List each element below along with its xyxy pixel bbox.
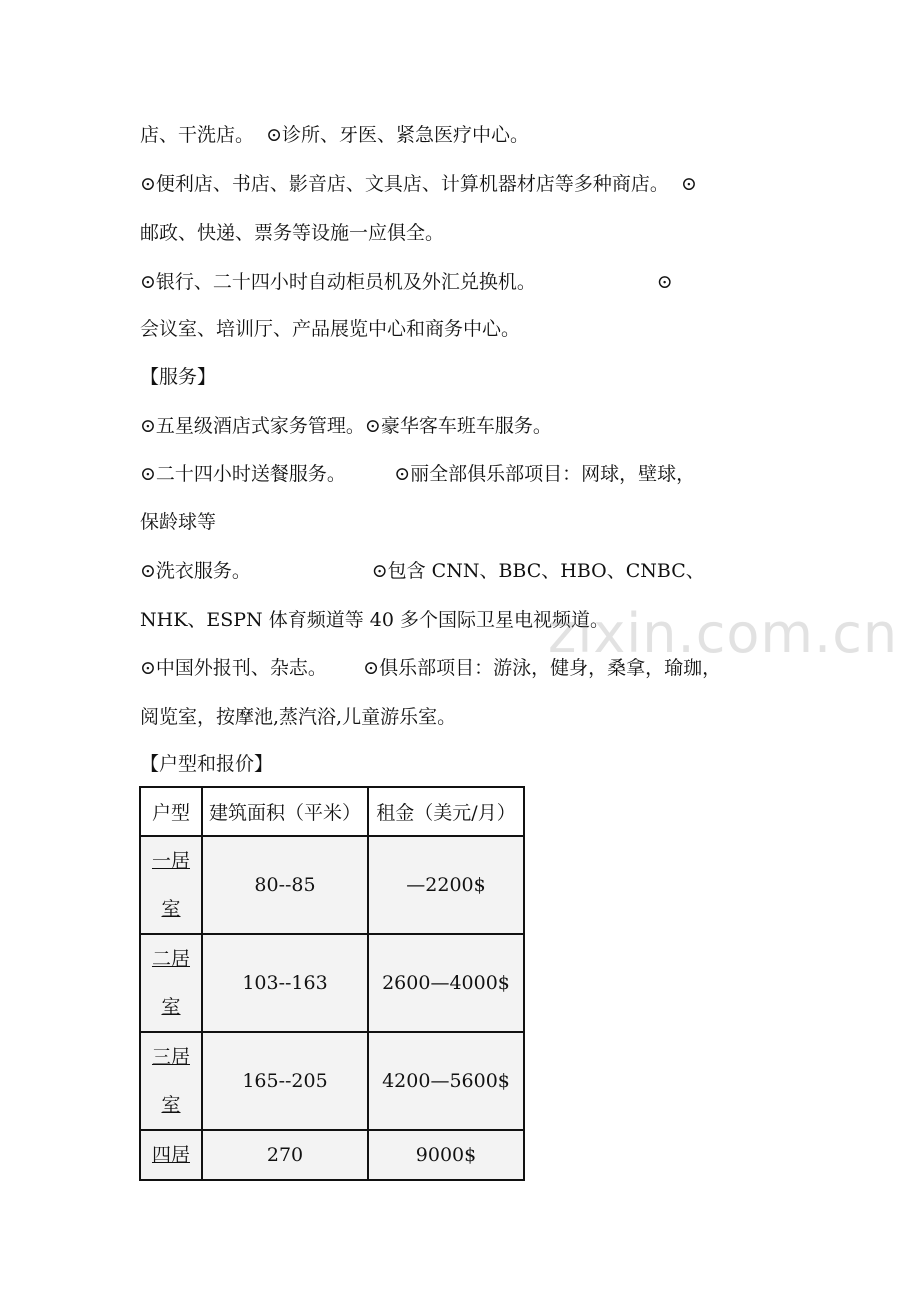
table-row <box>140 1130 524 1180</box>
unit-type-link[interactable]: 三居室 <box>151 1046 190 1116</box>
table-row <box>140 836 524 934</box>
watermark: zixin.com.cn <box>548 602 899 665</box>
cell-type <box>140 1032 202 1130</box>
unit-type-link[interactable]: 一居室 <box>151 850 190 920</box>
header-rent: 租金（美元/月） <box>368 787 524 836</box>
paragraph-services-6: ⊙中国外报刊、杂志。 ⊙俱乐部项目：游泳，健身，桑拿，瑜珈， <box>140 657 722 679</box>
table-row <box>140 934 524 1032</box>
paragraph-amenities-1: 店、干洗店。 ⊙诊所、牙医、紧急医疗中心。 <box>140 124 530 146</box>
cell-area: 270 <box>202 1130 368 1180</box>
section-heading-services: 【服务】 <box>140 366 217 388</box>
cell-area: 165--205 <box>202 1032 368 1130</box>
table-row <box>140 1032 524 1130</box>
paragraph-services-5: NHK、ESPN 体育频道等 40 多个国际卫星电视频道。 <box>140 609 609 631</box>
cell-rent: 9000$ <box>368 1130 524 1180</box>
cell-rent: —2200$ <box>368 836 524 934</box>
paragraph-amenities-2: ⊙便利店、书店、影音店、文具店、计算机器材店等多种商店。 ⊙ <box>140 173 697 195</box>
unit-type-link[interactable]: 二居室 <box>151 948 190 1018</box>
cell-rent: 2600—4000$ <box>368 934 524 1032</box>
paragraph-amenities-3: 邮政、快递、票务等设施一应俱全。 <box>140 222 445 244</box>
cell-area: 103--163 <box>202 934 368 1032</box>
paragraph-amenities-5: 会议室、培训厅、产品展览中心和商务中心。 <box>140 318 521 340</box>
cell-type <box>140 1130 202 1180</box>
price-table-header-row <box>140 787 524 836</box>
cell-area: 80--85 <box>202 836 368 934</box>
cell-rent: 4200—5600$ <box>368 1032 524 1130</box>
price-table <box>139 786 525 1181</box>
paragraph-services-2: ⊙二十四小时送餐服务。 ⊙丽全部俱乐部项目：网球，壁球， <box>140 463 696 485</box>
paragraph-services-4: ⊙洗衣服务。 ⊙包含 CNN、BBC、HBO、CNBC、 <box>140 560 705 582</box>
header-area: 建筑面积（平米） <box>202 787 368 836</box>
paragraph-services-3: 保龄球等 <box>140 511 217 533</box>
paragraph-services-7: 阅览室，按摩池,蒸汽浴,儿童游乐室。 <box>140 706 457 728</box>
paragraph-services-1: ⊙五星级酒店式家务管理。⊙豪华客车班车服务。 <box>140 415 552 437</box>
section-heading-pricing: 【户型和报价】 <box>140 753 274 775</box>
header-type: 户型 <box>140 787 202 836</box>
paragraph-amenities-4: ⊙银行、二十四小时自动柜员机及外汇兑换机。 ⊙ <box>140 271 673 293</box>
cell-type <box>140 934 202 1032</box>
unit-type-link[interactable]: 四居 <box>151 1144 190 1166</box>
cell-type <box>140 836 202 934</box>
